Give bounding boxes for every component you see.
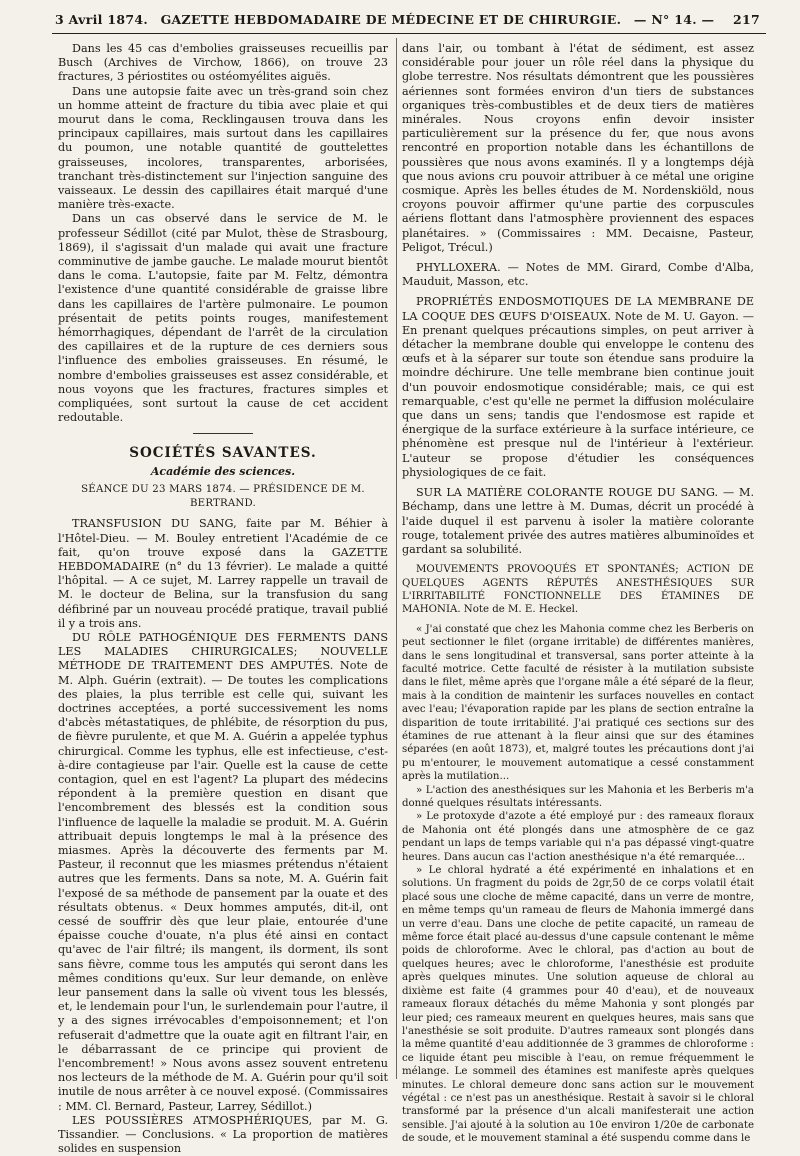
column-divider (396, 38, 397, 1079)
header-title: GAZETTE HEBDOMADAIRE DE MÉDECINE ET DE CHIRURGIE. (160, 11, 622, 27)
header-number: — N° 14. — (633, 11, 715, 27)
section-rule (193, 433, 253, 434)
article-mouvements-title: MOUVEMENTS PROVOQUÉS ET SPONTANÉS; ACTION DE QUELQUES AGENTS RÉPUTÉS ANESTHÉSIQUES SUR L'IRRITABILITÉ FONCTIONNELLE DES ÉTAMINES DE MAHONIA. Note de M. E. Heckel. (402, 564, 754, 616)
intro-paragraph: Dans les 45 cas d'embolies graisseuses recueillis par Busch (Archives de Virchow, 1866), on trouve 23 fractures, 3 périostites ou ostéomyélites aiguës. (58, 42, 388, 84)
academy-title: Académie des sciences. (150, 464, 296, 478)
article-matiere-colorante: SUR LA MATIÈRE COLORANTE ROUGE DU SANG. — M. Béchamp, dans une lettre à M. Dumas, décrit un procédé à l'aide duquel il est parvenu à isoler la matière colorante rouge, totalement privée des autres matières albuminoïdes et gardant sa solubilité. (402, 486, 754, 556)
right-column (402, 42, 754, 1145)
quote-paragraph: » L'action des anesthésiques sur les Mahonia et les Berberis m'a donné quelques résultats intéressants. (402, 784, 754, 810)
session-line: SÉANCE DU 23 MARS 1874. — PRÉSIDENCE DE M. BERTRAND. (81, 483, 365, 510)
header-page: 217 (732, 11, 760, 27)
quote-paragraph: « J'ai constaté que chez les Mahonia comme chez les Berberis on peut sectionner le filet (organe irritable) de différentes manières, dans le sens longitudinal et transversal, sans porter atteinte à la faculté motrice. Cette faculté de résister à la mutilation subsiste dans le filet, même après que l'organe mâle a été séparé de la fleur, mais à la condition de maintenir les surfaces nouvelles en contact avec l'eau; l'évaporation rapide par les plans de section entraîne la disparition de toute irritabilité. J'ai pratiqué ces sections sur des étamines de rue attenant à la fleur ainsi que sur des étamines séparées (en août 1873), et, malgré toutes les précautions dont j'ai pu m'entourer, le mouvement automatique a cessé constamment après la mutilation... (402, 623, 754, 783)
header-rule (52, 33, 766, 34)
header-date: 3 Avril 1874. (55, 11, 148, 27)
intro-paragraph: Dans un cas observé dans le service de M. le professeur Sédillot (cité par Mulot, thèse de Strasbourg, 1869), il s'agissait d'un malade qui avait une fracture comminutive de jambe gauche. Le malade mourut bientôt dans le coma. L'autopsie, faite par M. Feltz, démontra l'existence d'une quantité considérable de graisse libre dans les capillaires de l'artère pulmonaire. Le poumon présentait de petits points rouges, manifestement hémorrhagiques, dépendant de l'arrêt de la circulation des capillaires et de la rupture de ces derniers sous l'influence des embolies graisseuses. En résumé, le nombre d'embolies graisseuses est assez considérable, et nous voyons que les fractures, fractures simples et compliquées, sont surtout la cause de cet accident redoutable. (58, 212, 388, 425)
header-number-page (634, 12, 760, 27)
section-title: SOCIÉTÉS SAVANTES. (129, 445, 317, 462)
article-phylloxera: PHYLLOXERA. — Notes de MM. Girard, Combe d'Alba, Mauduit, Masson, etc. (402, 261, 754, 289)
continuation-paragraph: dans l'air, ou tombant à l'état de sédiment, est assez considérable pour jouer un rôle réel dans la physique du globe terrestre. Nos résultats démontrent que les poussières aériennes sont formées environ d'un tiers de substances organiques très-combustibles et de deux tiers de matières minérales. Nous croyons enfin devoir insister particulièrement sur la présence du fer, que nous avons rencontré en proportion notable dans les échantillons de poussières que nous avons examinés. Il y a longtemps déjà que nous avions cru pouvoir attribuer à ce métal une origine cosmique. Après les belles études de M. Nordenskiöld, nous croyons pouvoir affirmer qu'une partie des corpuscules aériens flottant dans l'atmosphère proviennent des espaces planétaires. » (Commissaires : MM. Decaisne, Pasteur, Peligot, Trécul.) (402, 42, 754, 254)
left-column (58, 42, 388, 1156)
quote-paragraph: » Le protoxyde d'azote a été employé pur : des rameaux floraux de Mahonia ont été plongés dans une atmosphère de ce gaz pendant un laps de temps variable qui n'a pas dépassé vingt-quatre heures. Dans aucun cas l'action anesthésique n'a été remarquée... (402, 811, 754, 863)
article-endosmotiques: PROPRIÉTÉS ENDOSMOTIQUES DE LA MEMBRANE DE LA COQUE DES ŒUFS D'OISEAUX. Note de M. U. Gayon. — En prenant quelques précautions simples, on peut arriver à détacher la membrane double qui enveloppe le contenu des œufs et à la séparer sur toute son étendue sans produire la moindre déchirure. Une telle membrane bien continue jouit d'un pouvoir endosmotique considérable; mais, ce qui est remarquable, c'est qu'elle ne permet la diffusion moléculaire que dans un sens; tandis que l'endosmose est rapide et énergique de la surface extérieure à la surface intérieure, ce phénomène est presque nul de l'intérieur à l'extérieur. L'auteur se propose d'étudier les conséquences physiologiques de ce fait. (402, 295, 754, 479)
article-ferments: DU RÔLE PATHOGÉNIQUE DES FERMENTS DANS LES MALADIES CHIRURGICALES; NOUVELLE MÉTHODE DE TRAITEMENT DES AMPUTÉS. Note de M. Alph. Guérin (extrait). — De toutes les complications des plaies, la plus terrible est celle qui, suivant les doctrines acceptées, a porté successivement les noms d'abcès métastatiques, de phlébite, de résorption du pus, de fièvre purulente, et que M. A. Guérin a appelée typhus chirurgical. Comme les typhus, elle est infectieuse, c'est-à-dire contagieuse par l'air. Quelle est la cause de cette contagion, quel en est l'agent? La plupart des médecins répondent à la première question en disant que l'encombrement des blessés est la condition sous l'influence de laquelle la maladie se produit. M. A. Guérin attribuait depuis longtemps le mal à la présence des miasmes. Après la découverte des ferments par M. Pasteur, il reconnut que les miasmes prétendus n'étaient autres que les ferments. Dans sa note, M. A. Guérin fait l'exposé de sa méthode de pansement par la ouate et des résultats obtenus. « Deux hommes amputés, dit-il, ont cessé de souffrir dès que leur plaie, entourée d'une épaisse couche d'ouate, n'a plus été ainsi en contact qu'avec de l'air filtré; ils mangent, ils dorment, ils sont sans fièvre, comme tous les amputés qui seront dans les mêmes conditions qu'eux. Sur leur demande, on enlève leur pansement dans la salle où vivent tous les blessés, et, le lendemain pour l'un, le surlendemain pour l'autre, il y a des signes irrévocables d'empoisonnement; et l'on refuserait d'admettre que la ouate agit en filtrant l'air, en le débarrassant de ce principe qui provient de l'encombrement! » Nous avons assez souvent entretenu nos lecteurs de la méthode de M. A. Guérin pour qu'il soit inutile de nous arrêter à ce nouvel exposé. (Commissaires : MM. Cl. Bernard, Pasteur, Larrey, Sédillot.) (58, 630, 388, 1113)
quote-paragraph: » Le chloral hydraté a été expérimenté en inhalations et en solutions. Un fragment du poids de 2gr,50 de ce corps volatil était placé sous une cloche de même capacité, dans un verre de montre, en même temps qu'un rameau de fleurs de Mahonia immergé dans un verre d'eau. Dans une cloche de petite capacité, un rameau de même force était placé au-dessus d'une capsule contenant le même poids de chloroforme. Avec le chloral, pas d'action au bout de quelques heures; avec le chloroforme, l'anesthésie est produite après quelques minutes. Une solution aqueuse de chloral au dixième est faite (4 grammes pour 40 d'eau), et de nouveaux rameaux floraux détachés du même Mahonia y sont plongés par leur pied; ces rameaux meurent en quelques heures, mais sans que l'anesthésie se soit produite. D'autres rameaux sont plongés dans la même quantité d'eau additionnée de 3 grammes de chloroforme : ce liquide étant peu miscible à l'eau, on remue fréquemment le mélange. Le sommeil des étamines est manifeste après quelques minutes. Le chloral demeure donc sans action sur le mouvement végétal : ce n'est pas un anesthésique. Restait à savoir si le chloral transformé par la présence d'un alcali manifesterait une action sensible. J'ai ajouté à la solution au 10e environ 1/20e de carbonate de soude, et le mouvement staminal a été suspendu comme dans le (402, 865, 754, 1145)
article-poussieres: LES POUSSIÈRES ATMOSPHÉRIQUES, par M. G. Tissandier. — Conclusions. « La proportion de matières solides en suspension (58, 1113, 388, 1156)
article-transfusion: TRANSFUSION DU SANG, faite par M. Béhier à l'Hôtel-Dieu. — M. Bouley entretient l'Académie de ce fait, qu'on trouve exposé dans la GAZETTE HEBDOMADAIRE (n° du 13 février). Le malade a quitté l'hôpital. — A ce sujet, M. Larrey rappelle un travail de M. le docteur de Belina, sur la transfusion du sang défibriné par un nouveau procédé pratique, travail publié il y a trois ans. (58, 517, 388, 630)
intro-paragraph: Dans une autopsie faite avec un très-grand soin chez un homme atteint de fracture du tibia avec plaie et qui mourut dans le coma, Recklingausen trouva dans les principaux capillaires, mais surtout dans les capillaires du poumon, une notable quantité de gouttelettes graisseuses, incolores, transparentes, arborisées, tranchant très-distinctement sur l'injection sanguine des vaisseaux. Le dessin des capillaires était marqué d'une manière très-exacte. (58, 84, 388, 212)
page-header (55, 6, 760, 32)
